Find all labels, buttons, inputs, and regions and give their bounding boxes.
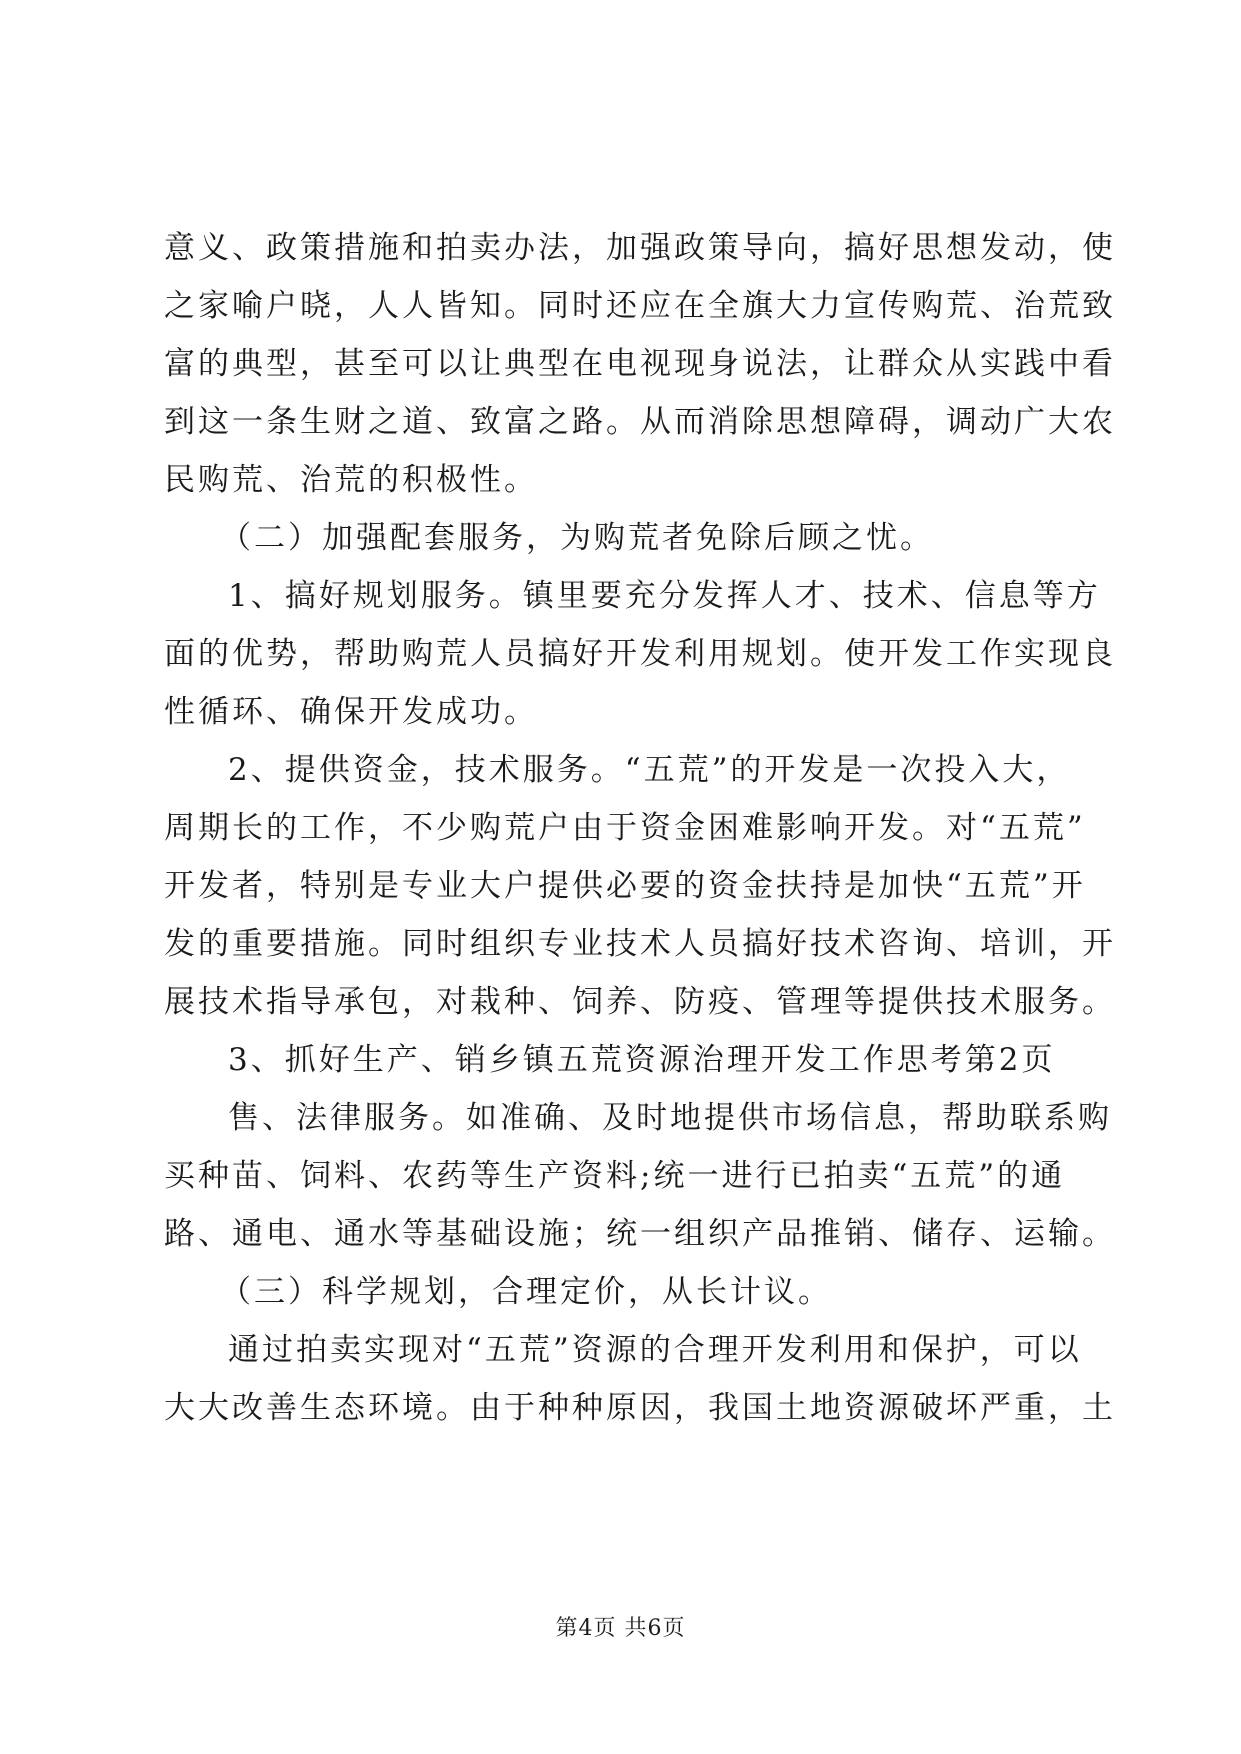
text-line: 性循环、确保开发成功。: [164, 694, 538, 730]
text-line: 路、通电、通水等基础设施；统一组织产品推销、储存、运输。: [164, 1216, 1116, 1252]
text-line: 民购荒、治荒的积极性。: [164, 462, 538, 498]
text-line: 周期长的工作，不少购荒户由于资金困难影响开发。对“五荒”: [164, 810, 1086, 846]
text-line: 面的优势，帮助购荒人员搞好开发利用规划。使开发工作实现良: [164, 636, 1116, 672]
text-line: 发的重要措施。同时组织专业技术人员搞好技术咨询、培训，开: [164, 926, 1116, 962]
text-line: 展技术指导承包，对栽种、饲养、防疫、管理等提供技术服务。: [164, 984, 1116, 1020]
text-line: 买种苗、饲料、农药等生产资料;统一进行已拍卖“五荒”的通: [164, 1158, 1066, 1194]
section-heading: （二）加强配套服务，为购荒者免除后顾之忧。: [220, 520, 934, 556]
section-heading: （三）科学规划，合理定价，从长计议。: [220, 1274, 832, 1310]
text-line: 售、法律服务。如准确、及时地提供市场信息，帮助联系购: [228, 1100, 1112, 1136]
text-line: 富的典型，甚至可以让典型在电视现身说法，让群众从实践中看: [164, 346, 1116, 382]
text-line: 2、提供资金，技术服务。“五荒”的开发是一次投入大，: [228, 752, 1071, 788]
text-line: 到这一条生财之道、致富之路。从而消除思想障碍，调动广大农: [164, 404, 1116, 440]
text-line: 之家喻户晓，人人皆知。同时还应在全旗大力宣传购荒、治荒致: [164, 288, 1116, 324]
text-line: 通过拍卖实现对“五荒”资源的合理开发利用和保护，可以: [228, 1332, 1082, 1368]
text-line: 意义、政策措施和拍卖办法，加强政策导向，搞好思想发动，使: [164, 230, 1116, 266]
text-line: 大大改善生态环境。由于种种原因，我国土地资源破坏严重，土: [164, 1390, 1116, 1426]
text-line: 3、抓好生产、销乡镇五荒资源治理开发工作思考第2页: [228, 1042, 1056, 1078]
text-line: 1、搞好规划服务。镇里要充分发挥人才、技术、信息等方: [228, 578, 1101, 614]
text-line: 开发者，特别是专业大户提供必要的资金扶持是加快“五荒”开: [164, 868, 1086, 904]
page-footer: 第4页 共6页: [555, 1616, 686, 1641]
